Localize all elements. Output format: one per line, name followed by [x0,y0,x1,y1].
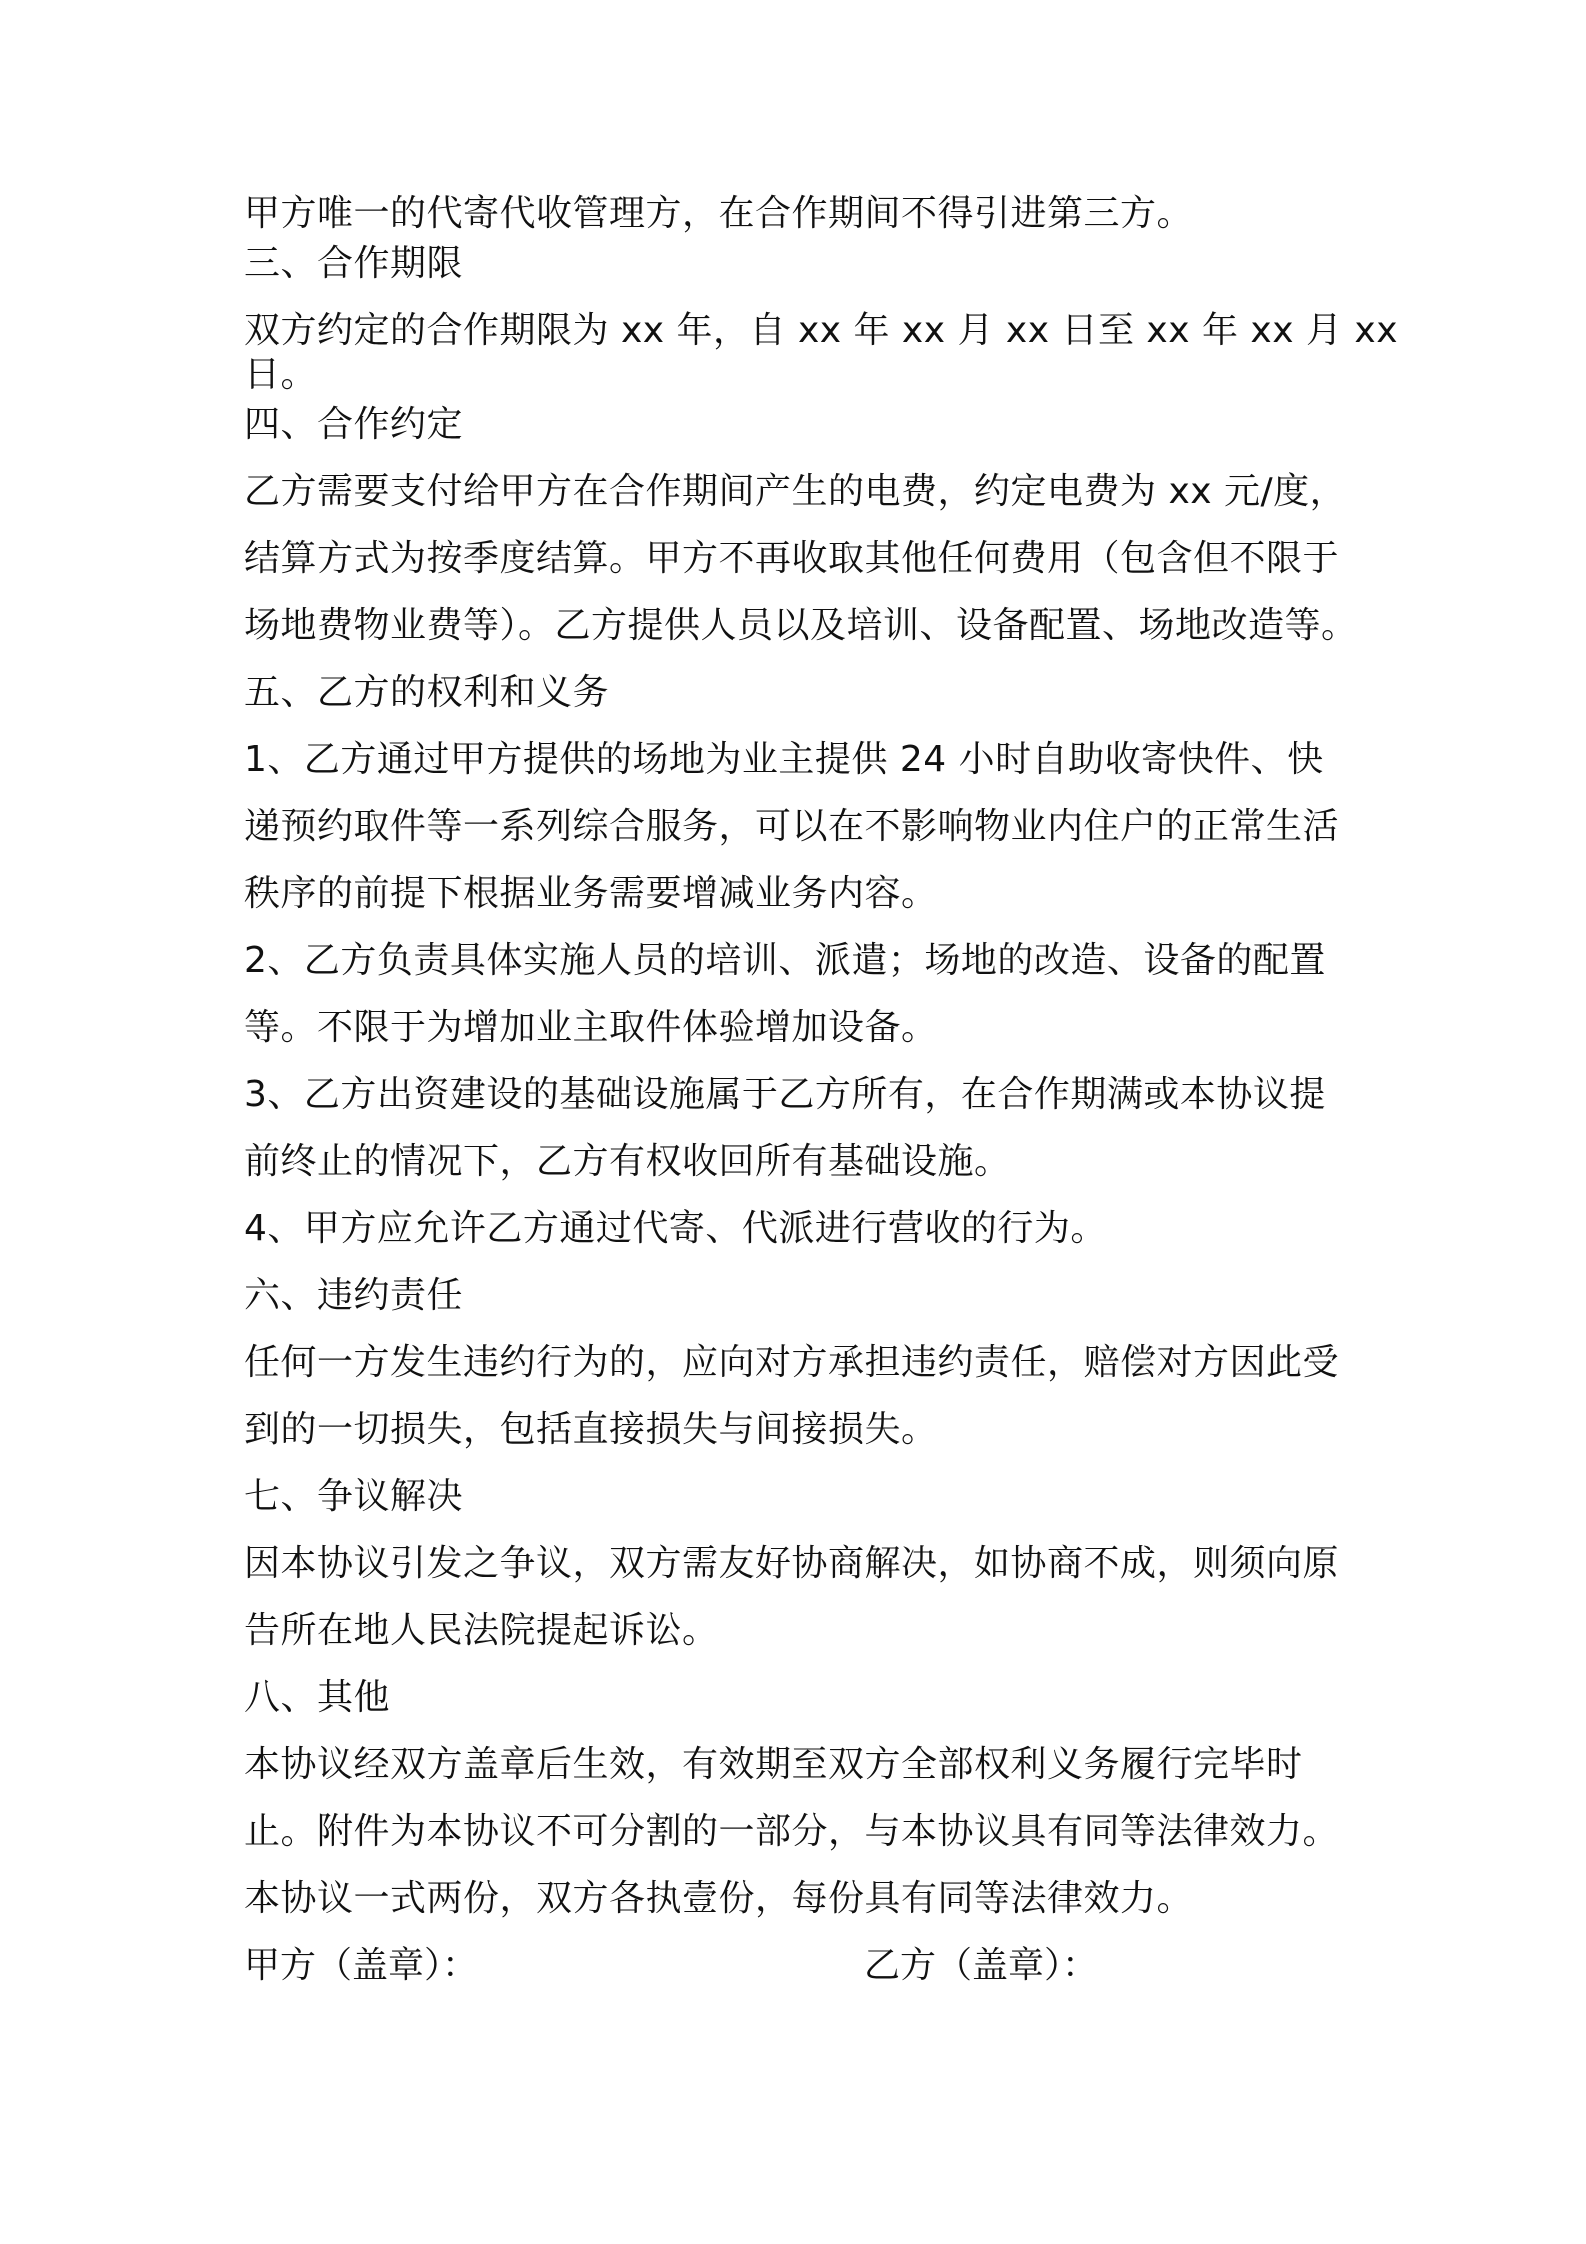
section-heading-breach: 六、违约责任 [244,1275,464,1316]
paragraph-line: 结算方式为按季度结算。甲方不再收取其他任何费用（包含但不限于 [244,538,1340,579]
paragraph-line: 3、乙方出资建设的基础设施属于乙方所有，在合作期满或本协议提 [244,1074,1326,1115]
paragraph-line: 递预约取件等一系列综合服务，可以在不影响物业内住户的正常生活 [244,806,1340,847]
paragraph-line: 1、乙方通过甲方提供的场地为业主提供 24 小时自助收寄快件、快 [244,739,1324,780]
paragraph-line: 前终止的情况下，乙方有权收回所有基础设施。 [244,1141,1011,1182]
section-heading-other: 八、其他 [244,1677,391,1718]
paragraph-line: 4、甲方应允许乙方通过代寄、代派进行营收的行为。 [244,1208,1107,1249]
party-a-seal-label: 甲方（盖章）： [244,1945,479,1986]
paragraph-line: 本协议经双方盖章后生效，有效期至双方全部权利义务履行完毕时 [244,1744,1303,1785]
signature-row [244,1944,1356,1988]
paragraph-line: 任何一方发生违约行为的，应向对方承担违约责任，赔偿对方因此受 [244,1342,1340,1383]
section-heading-rights: 五、乙方的权利和义务 [244,672,610,713]
document-body [244,192,1399,1988]
paragraph-line: 甲方唯一的代寄代收管理方，在合作期间不得引进第三方。 [244,193,1194,234]
paragraph-line: 本协议一式两份，双方各执壹份，每份具有同等法律效力。 [244,1878,1194,1919]
paragraph-line: 双方约定的合作期限为 xx 年，自 xx 年 xx 月 xx 日至 xx 年 xx 月 xx [244,310,1399,351]
paragraph-line: 等。不限于为增加业主取件体验增加设备。 [244,1007,938,1048]
paragraph-line: 告所在地人民法院提起诉讼。 [244,1610,719,1651]
paragraph-line: 因本协议引发之争议，双方需友好协商解决，如协商不成，则须向原 [244,1543,1340,1584]
section-heading-agreement: 四、合作约定 [244,404,464,445]
section-heading-dispute: 七、争议解决 [244,1476,464,1517]
paragraph-line: 乙方需要支付给甲方在合作期间产生的电费，约定电费为 xx 元/度， [244,471,1347,512]
paragraph-line: 止。附件为本协议不可分割的一部分，与本协议具有同等法律效力。 [244,1811,1340,1852]
paragraph-line: 2、乙方负责具体实施人员的培训、派遣；场地的改造、设备的配置 [244,940,1326,981]
section-heading-term: 三、合作期限 [244,243,464,284]
paragraph-line: 秩序的前提下根据业务需要增减业务内容。 [244,873,938,914]
paragraph-line: 到的一切损失，包括直接损失与间接损失。 [244,1409,938,1450]
paragraph-line: 日。 [244,354,318,395]
paragraph-line: 场地费物业费等）。乙方提供人员以及培训、设备配置、场地改造等。 [244,605,1358,646]
party-b-seal-label: 乙方（盖章）： [864,1945,1099,1986]
